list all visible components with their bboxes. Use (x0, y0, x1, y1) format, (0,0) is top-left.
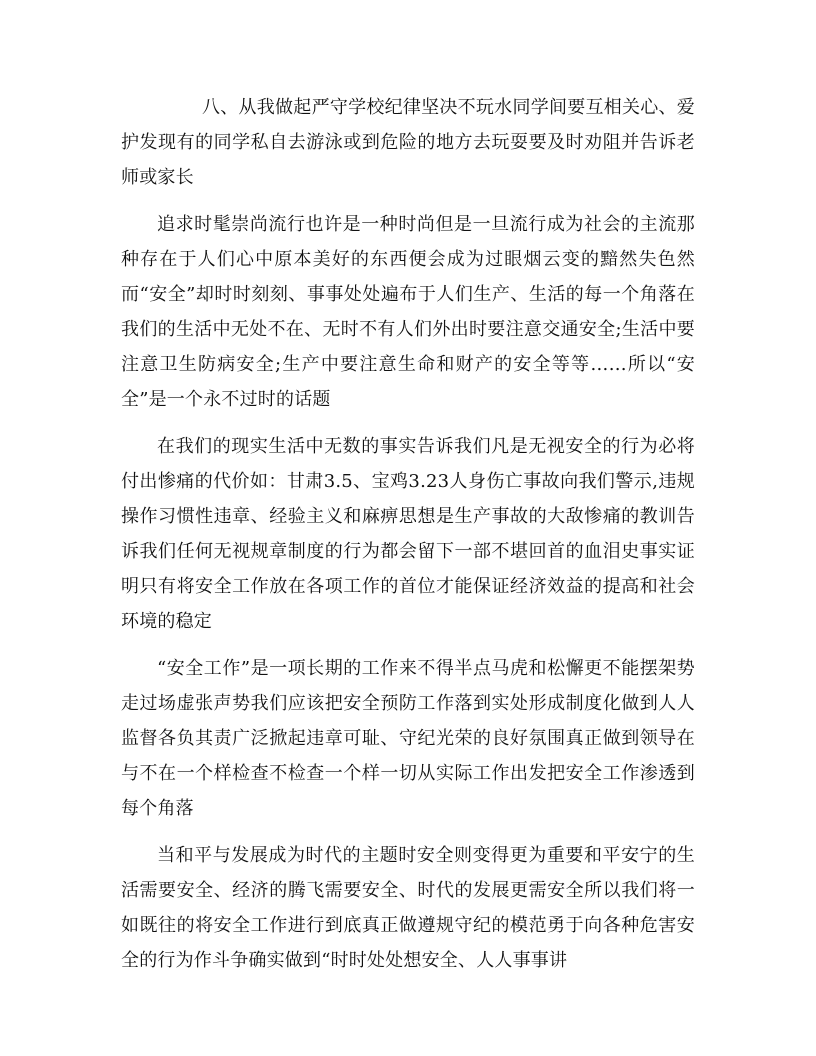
paragraph-2: 追求时髦崇尚流行也许是一种时尚但是一旦流行成为社会的主流那种存在于人们心中原本美好的东西便会成为过眼烟云变的黯然失色然而“安全”却时时刻刻、事事处处遍布于人们生产、生活的每一个角落在我们的生活中无处不在、无时不有人们外出时要注意交通安全;生活中要注意卫生防病安全;生产中要注意生命和财产的安全等等……所以“安全”是一个永不过时的话题 (121, 214, 695, 410)
paragraph-3: 在我们的现实生活中无数的事实告诉我们凡是无视安全的行为必将付出惨痛的代价如：甘肃3.5、宝鸡3.23人身伤亡事故向我们警示,违规操作习惯性违章、经验主义和麻痹思想是生产事故的大敌惨痛的教训告诉我们任何无视规章制度的行为都会留下一部不堪回首的血泪史事实证明只有将安全工作放在各项工作的首位才能保证经济效益的提高和社会环境的稳定 (121, 436, 695, 632)
paragraph-5: 当和平与发展成为时代的主题时安全则变得更为重要和平安宁的生活需要安全、经济的腾飞需要安全、时代的发展更需安全所以我们将一如既往的将安全工作进行到底真正做遵规守纪的模范勇于向各种危害安全的行为作斗争确实做到“时时处处想安全、人人事事讲 (121, 845, 695, 971)
paragraph-4: “安全工作”是一项长期的工作来不得半点马虎和松懈更不能摆架势走过场虚张声势我们应该把安全预防工作落到实处形成制度化做到人人监督各负其责广泛掀起违章可耻、守纪光荣的良好氛围真正做到领导在与不在一个样检查不检查一个样一切从实际工作出发把安全工作渗透到每个角落 (121, 658, 695, 819)
paragraph-1: 八、从我做起严守学校纪律坚决不玩水同学间要互相关心、爱护发现有的同学私自去游泳或到危险的地方去玩耍要及时劝阻并告诉老师或家长 (121, 97, 695, 188)
document-body (121, 90, 695, 990)
